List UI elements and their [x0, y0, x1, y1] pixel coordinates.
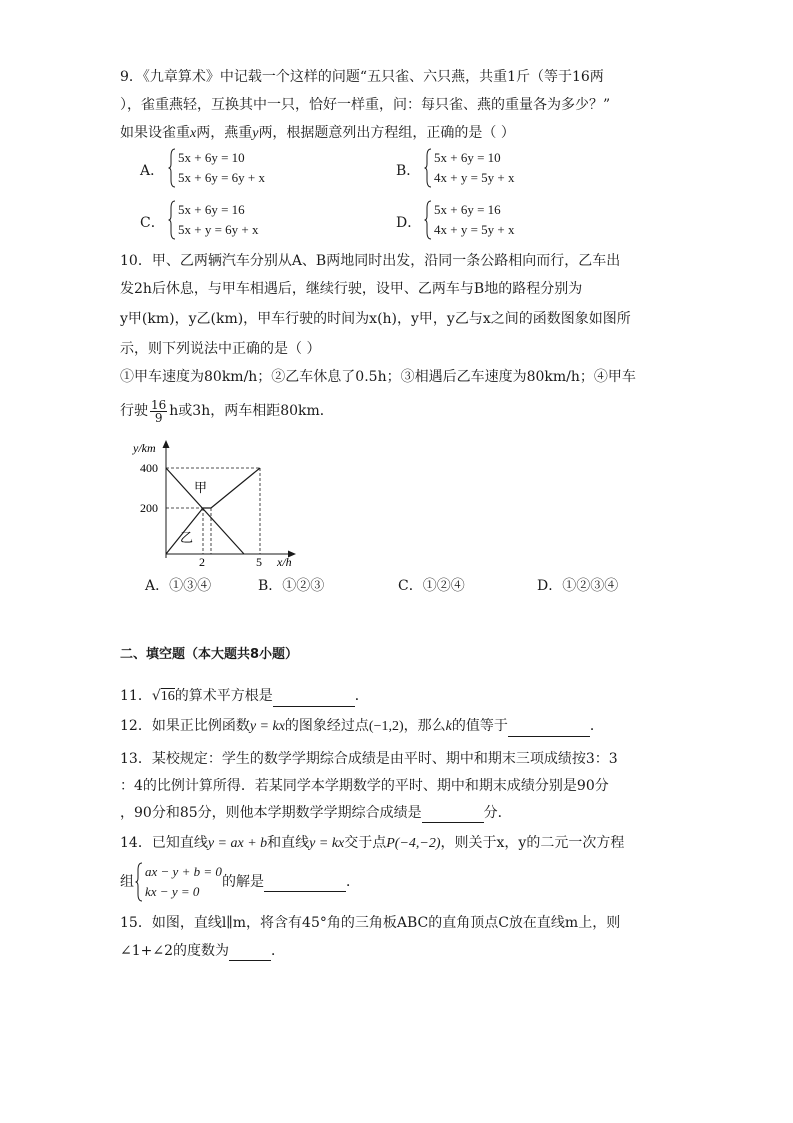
answer-blank — [229, 946, 271, 961]
q9-text-c: 两，根据题意列出方程组，正确的是（ ） — [258, 125, 515, 141]
q13-line-3 — [120, 803, 512, 823]
q10-option-c — [398, 576, 465, 596]
label-jia: 甲 — [194, 480, 208, 495]
y-axis-arrow-icon — [163, 440, 170, 448]
q9-option-a-label: A． — [140, 163, 165, 179]
distance-time-graph — [126, 434, 308, 566]
radicand: 16 — [160, 689, 175, 704]
q12-text-c: ，那么 — [403, 718, 446, 734]
line-1-expr: y = ax + b — [207, 836, 268, 851]
q10-line-2: 发2h后休息，与甲车相遇后，继续行驶，设甲、乙两车与B地的路程分别为 — [120, 281, 583, 297]
q9-line-1: 9．《九章算术》中记载一个这样的问题“五只雀、六只燕，共重1斤（等于16两 — [120, 69, 604, 85]
q15-line-1: 15．如图，直线l∥m，将含有45°角的三角板ABC的直角顶点C放在直线m上，则 — [120, 915, 621, 931]
var-k: k — [445, 719, 452, 734]
equation-1: 5x + 6y = 10 — [434, 150, 501, 165]
q9-option-b-system — [424, 148, 584, 188]
q11-number: 11． — [120, 688, 152, 704]
q10-line-5: ①甲车速度为80km/h；②乙车休息了0.5h；③相遇后乙车速度为80km/h；④甲车 — [120, 369, 636, 385]
q14-label-zu: 组 — [120, 874, 134, 890]
y-axis-label: y/km — [133, 441, 156, 455]
q10-line-1: 10．甲、乙两辆汽车分别从A、B两地同时出发，沿同一条公路相向而行，乙车出 — [120, 253, 621, 269]
q15-end: ． — [271, 943, 286, 959]
equation-2: kx − y = 0 — [145, 884, 200, 899]
var-x: x — [190, 126, 197, 141]
equation-2: 5x + 6y = 6y + x — [178, 170, 265, 185]
option-value: ①②③ — [282, 578, 325, 594]
q12-text-b: 的图象经过点 — [284, 718, 369, 734]
brace-icon — [168, 148, 176, 188]
q10-option-b — [258, 576, 324, 596]
q9-option-b-label: B． — [396, 163, 421, 179]
q9-option-c-system — [168, 200, 328, 240]
equation-2: 5x + y = 6y + x — [178, 222, 259, 237]
q11-text: 的算术平方根是 — [174, 688, 273, 704]
option-label: D． — [537, 578, 563, 594]
answer-blank — [508, 722, 590, 737]
q14-text-b: 和直线 — [267, 835, 310, 851]
y-tick-400: 400 — [140, 461, 158, 475]
q10-text-a: 行驶 — [120, 403, 148, 419]
q10-option-a — [145, 576, 211, 596]
q13-line-2: ：4的比例计算所得．若某同学本学期数学的平时、期中和期末成绩分别是90分 — [120, 778, 609, 794]
var-y: y — [252, 126, 259, 141]
q14-line-1 — [120, 833, 624, 854]
equation-2: 4x + y = 5y + x — [434, 222, 515, 237]
q11-end: ． — [354, 688, 369, 704]
q13-text-a: ，90分和85分，则他本学期数学学期综合成绩是 — [120, 805, 422, 821]
fraction-numerator: 16 — [151, 397, 167, 412]
q9-text-a: 如果设雀重 — [120, 125, 190, 141]
q13-text-b: 分． — [483, 805, 512, 821]
q11-line — [120, 686, 369, 707]
line-2-expr: y = kx — [309, 836, 345, 851]
q14-end: ． — [346, 874, 360, 890]
brace-icon — [135, 862, 143, 902]
section-title: 二、填空题（本大题共8小题） — [120, 647, 299, 662]
x-axis-label: x/h — [277, 555, 292, 566]
fraction — [150, 399, 167, 424]
answer-blank — [422, 808, 484, 823]
brace-icon — [424, 148, 432, 188]
q14-system — [135, 862, 235, 902]
x-tick-5: 5 — [256, 555, 262, 566]
function-expr: y = kx — [249, 719, 285, 734]
q9-text-b: 两，燕重 — [196, 125, 253, 141]
answer-blank — [264, 877, 346, 892]
radical-sign: √ — [151, 688, 161, 704]
q15-text-a: ∠1+∠2的度数为 — [120, 943, 230, 959]
q13-line-1: 13．某校规定：学生的数学学期综合成绩是由平时、期中和期末三项成绩按3：3 — [120, 751, 618, 767]
answer-blank — [273, 692, 355, 707]
y-tick-200: 200 — [140, 501, 158, 515]
q14-text-a: 14．已知直线 — [120, 835, 208, 851]
q12-text-a: 12．如果正比例函数 — [120, 718, 250, 734]
fraction-denominator: 9 — [154, 410, 163, 425]
option-value: ①②③④ — [562, 578, 619, 594]
equation-1: 5x + 6y = 16 — [434, 202, 501, 217]
option-label: A． — [145, 578, 170, 594]
label-yi: 乙 — [180, 530, 194, 545]
q10-line-3: y甲(km)，y乙(km)，甲车行驶的时间为x(h)，y甲，y乙与x之间的函数图象如图所 — [120, 311, 631, 327]
point-coords: (−1,2) — [368, 719, 404, 734]
q9-option-c-label: C． — [140, 215, 165, 231]
option-label: C． — [398, 578, 423, 594]
q9-line-3 — [120, 123, 515, 144]
q12-line — [120, 716, 604, 737]
option-value: ①②④ — [422, 578, 465, 594]
q9-option-d-system — [424, 200, 584, 240]
q9-option-a-system — [168, 148, 328, 188]
q10-line-4: 示，则下列说法中正确的是（ ） — [120, 341, 321, 357]
option-label: B． — [258, 578, 283, 594]
q9-option-d-label: D． — [396, 215, 422, 231]
equation-1: 5x + 6y = 10 — [178, 150, 245, 165]
q14-text-c: 交于点 — [344, 835, 387, 851]
q10-line-6 — [120, 398, 334, 424]
q14-text-d: ，则关于x，y的二元一次方程 — [440, 835, 625, 851]
equation-2: 4x + y = 5y + x — [434, 170, 515, 185]
q10-option-d — [537, 576, 618, 596]
q14-answer — [222, 872, 360, 892]
q14-text-e: 的解是 — [222, 874, 264, 890]
equation-1: 5x + 6y = 16 — [178, 202, 245, 217]
q10-text-b: h或3h，两车相距80km． — [169, 403, 334, 419]
q15-line-2 — [120, 941, 285, 961]
q12-end: ． — [589, 718, 604, 734]
point-p: P(−4,−2) — [386, 836, 441, 851]
brace-icon — [168, 200, 176, 240]
option-value: ①③④ — [169, 578, 212, 594]
equation-1: ax − y + b = 0 — [145, 864, 222, 879]
x-tick-2: 2 — [199, 555, 205, 566]
q9-line-2: ），雀重燕轻，互换其中一只，恰好一样重，问：每只雀、燕的重量各为多少？” — [120, 97, 611, 113]
q12-text-d: 的值等于 — [451, 718, 508, 734]
brace-icon — [424, 200, 432, 240]
